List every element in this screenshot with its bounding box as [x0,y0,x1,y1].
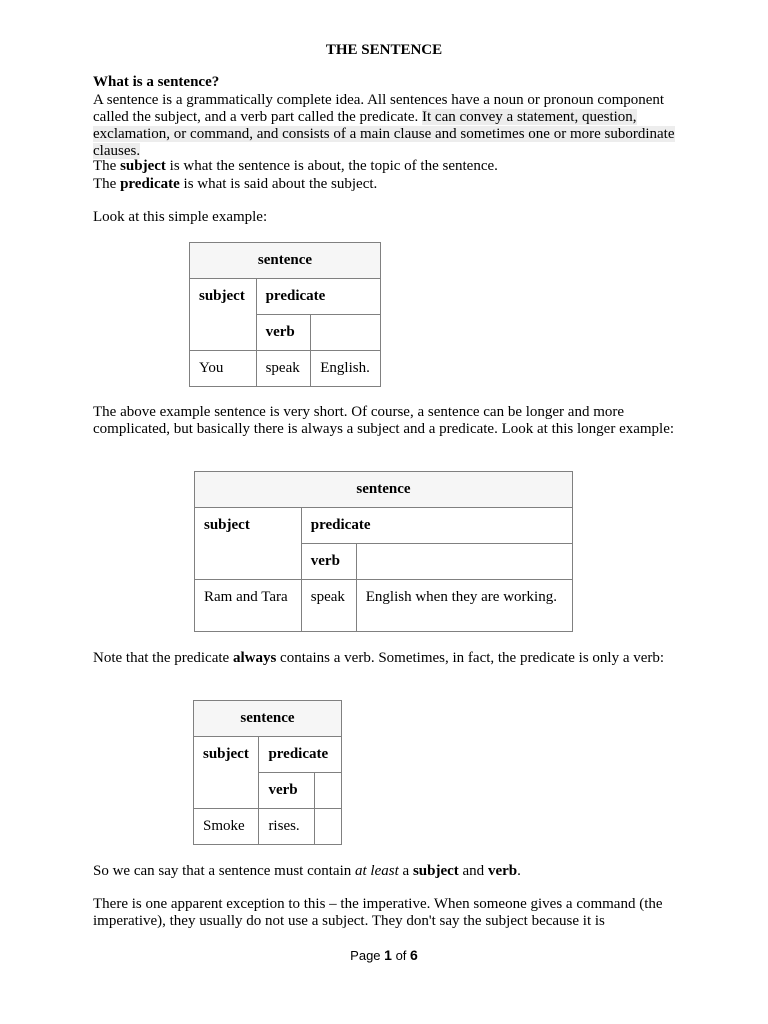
simple-example-intro: Look at this simple example: [93,209,268,225]
longer-example-paragraph: The above example sentence is very short. Of course, a sentence can be longer and more complicated, but basically there is always a subject and a predicate. Look at this longer example: [93,404,675,437]
note-paragraph: Note that the predicate always contains a verb. Sometimes, in fact, the predicate is only a verb: [93,650,665,666]
page-number: 1 [384,947,392,963]
page-title: THE SENTENCE [325,42,443,58]
subject-definition: The subject is what the sentence is about, the topic of the sentence. [93,158,498,174]
verb-label: verb [256,315,311,351]
empty-cell [315,773,342,809]
verb-label: verb [301,544,356,580]
subject-cell: Smoke [194,809,259,845]
intro-paragraph: A sentence is a grammatically complete idea. All sentences have a noun or pronoun component called the subject, and a verb part called the predicate. It can convey a statement, question, exclamation, or command, and consists of a main clause and sometimes one or more subordinate clauses. [93,92,675,159]
subject-label: subject [194,737,259,809]
section-heading: What is a sentence? [93,74,220,90]
remainder-cell: English when they are working. [356,580,572,632]
predicate-label: predicate [301,508,572,544]
subject-cell: Ram and Tara [195,580,302,632]
empty-cell [311,315,381,351]
table-header: sentence [195,472,573,508]
empty-cell [356,544,572,580]
verb-label: verb [259,773,315,809]
sentence-table-simple [189,242,381,387]
page-total: 6 [410,947,418,963]
table-header: sentence [190,243,381,279]
subject-cell: You [190,351,257,387]
sentence-table-longer [194,471,573,632]
predicate-definition: The predicate is what is said about the subject. [93,176,378,192]
empty-cell [315,809,342,845]
conclusion-paragraph: So we can say that a sentence must contain at least a subject and verb. [93,863,521,879]
verb-cell: speak [301,580,356,632]
sentence-table-verb-only [193,700,342,845]
predicate-label: predicate [259,737,342,773]
page-footer: Page 1 of 6 [350,947,418,963]
table-header: sentence [194,701,342,737]
verb-cell: rises. [259,809,315,845]
verb-cell: speak [256,351,311,387]
subject-label: subject [195,508,302,580]
remainder-cell: English. [311,351,381,387]
subject-label: subject [190,279,257,351]
highlighted-text: It can convey a statement, question, exclamation, or command, and consists of a main clause and sometimes one or more subordinate clauses. [93,109,675,159]
predicate-label: predicate [256,279,380,315]
imperative-paragraph: There is one apparent exception to this – the imperative. When someone gives a command (the imperative), they usually do not use a subject. They don't say the subject because it is [93,896,663,929]
